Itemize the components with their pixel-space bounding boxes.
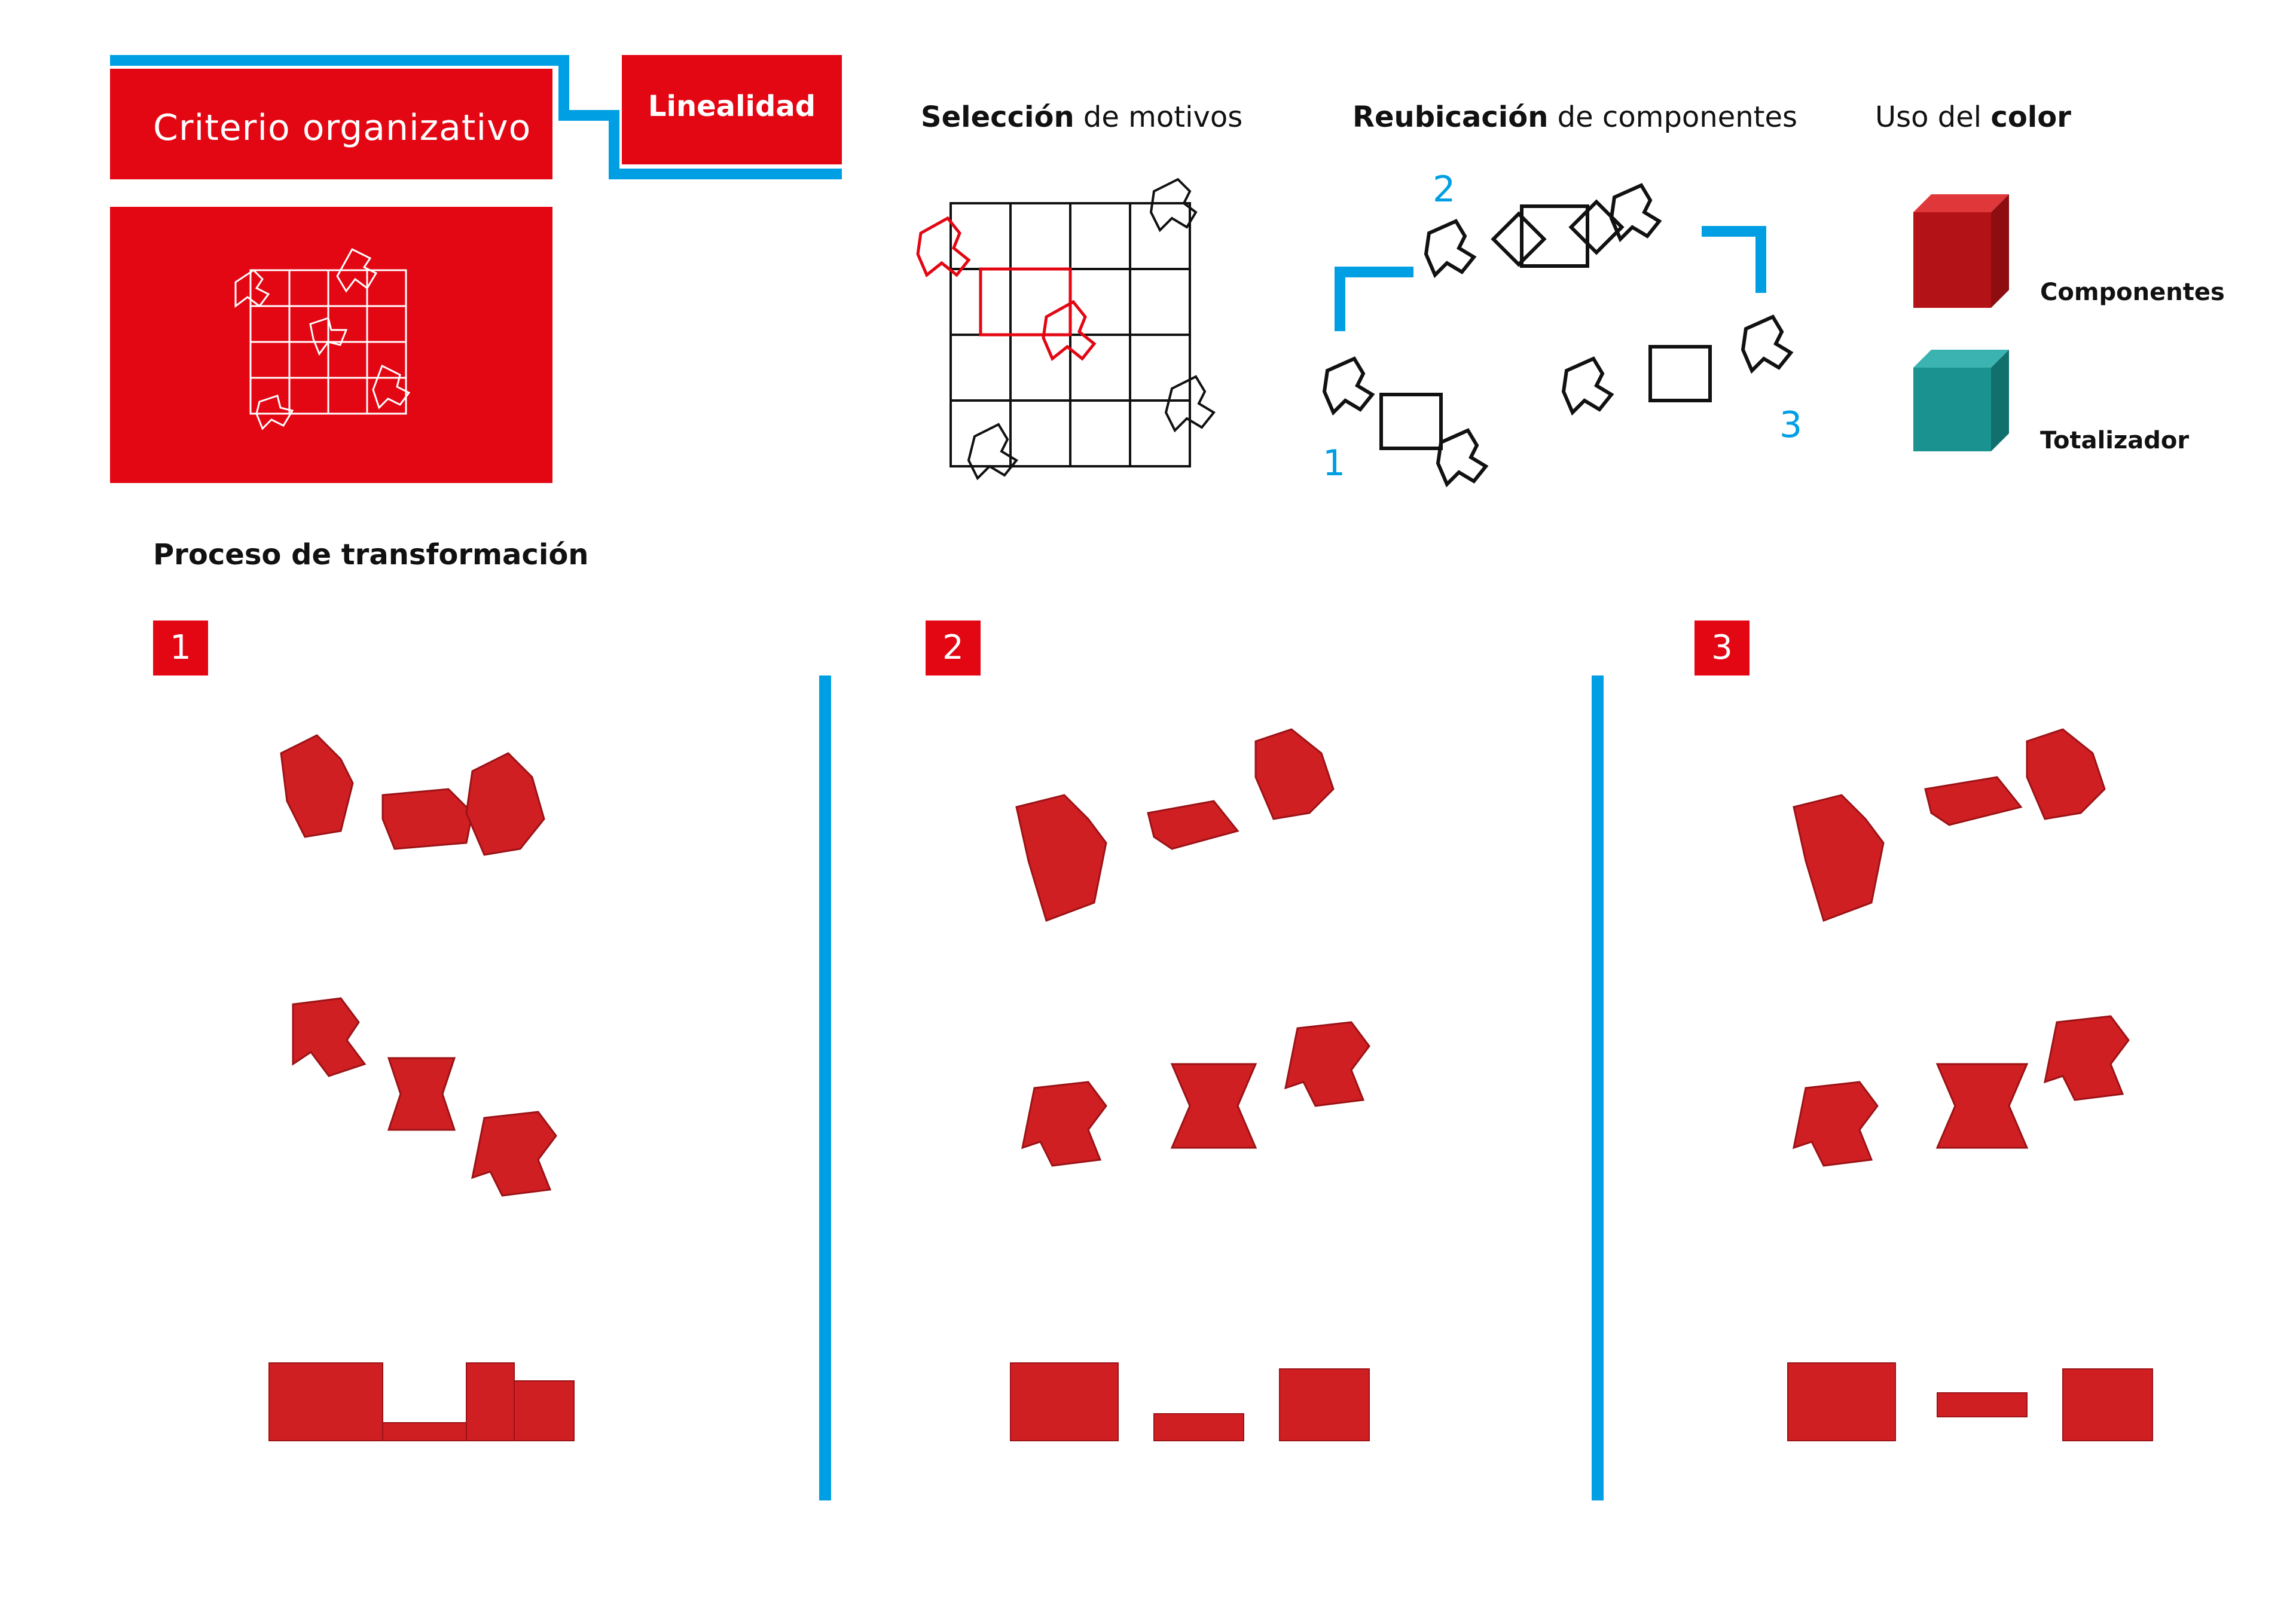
heading-seleccion-rest: de motivos <box>1074 100 1243 134</box>
header-frame-line-bottom <box>609 169 842 179</box>
legend-label-componentes: Componentes <box>2040 279 2225 306</box>
header-frame-line-top <box>110 55 567 66</box>
tag-box <box>622 55 842 164</box>
step-badge-1: 1 <box>153 621 208 676</box>
pattern-thumbnail <box>233 246 430 444</box>
heading-color-bold: color <box>1990 100 2071 134</box>
color-swatch-totalizador <box>1901 344 2021 463</box>
heading-color <box>1875 100 2071 134</box>
step2-top-model <box>1016 1010 1399 1190</box>
pattern-thumbnail-panel <box>110 207 552 483</box>
step-divider-1 <box>819 676 831 1500</box>
color-swatch-componentes <box>1901 188 2021 308</box>
step3-perspective-model <box>1782 717 2164 945</box>
relocation-diagram <box>1315 173 1830 508</box>
step2-perspective-model <box>1004 717 1387 945</box>
relocation-number-1: 1 <box>1323 442 1346 484</box>
step1-elevation-model <box>269 1357 604 1447</box>
legend-label-totalizador: Totalizador <box>2040 427 2190 454</box>
process-title: Proceso de transformación <box>153 538 589 571</box>
step3-elevation-model <box>1782 1357 2164 1447</box>
title-banner <box>110 69 552 179</box>
relocation-number-2: 2 <box>1433 169 1456 210</box>
heading-reubicacion-rest: de componentes <box>1548 100 1798 134</box>
heading-color-prefix: Uso del <box>1875 100 1991 134</box>
step1-perspective-model <box>275 723 610 903</box>
relocation-number-3: 3 <box>1779 404 1803 446</box>
page-title: Criterio organizativo <box>153 107 532 149</box>
step-divider-2 <box>1592 676 1604 1500</box>
motif-selection-diagram <box>915 179 1226 514</box>
step2-elevation-model <box>1004 1357 1387 1447</box>
step1-top-model <box>281 992 580 1219</box>
heading-reubicacion-bold: Reubicación <box>1352 100 1549 134</box>
heading-seleccion-bold: Selección <box>921 100 1074 134</box>
step3-top-model <box>1788 1010 2170 1202</box>
step-badge-3: 3 <box>1694 621 1750 676</box>
heading-seleccion <box>921 100 1242 134</box>
step-badge-2: 2 <box>926 621 981 676</box>
heading-reubicacion <box>1352 100 1797 134</box>
tag-label: Linealidad <box>648 90 816 123</box>
